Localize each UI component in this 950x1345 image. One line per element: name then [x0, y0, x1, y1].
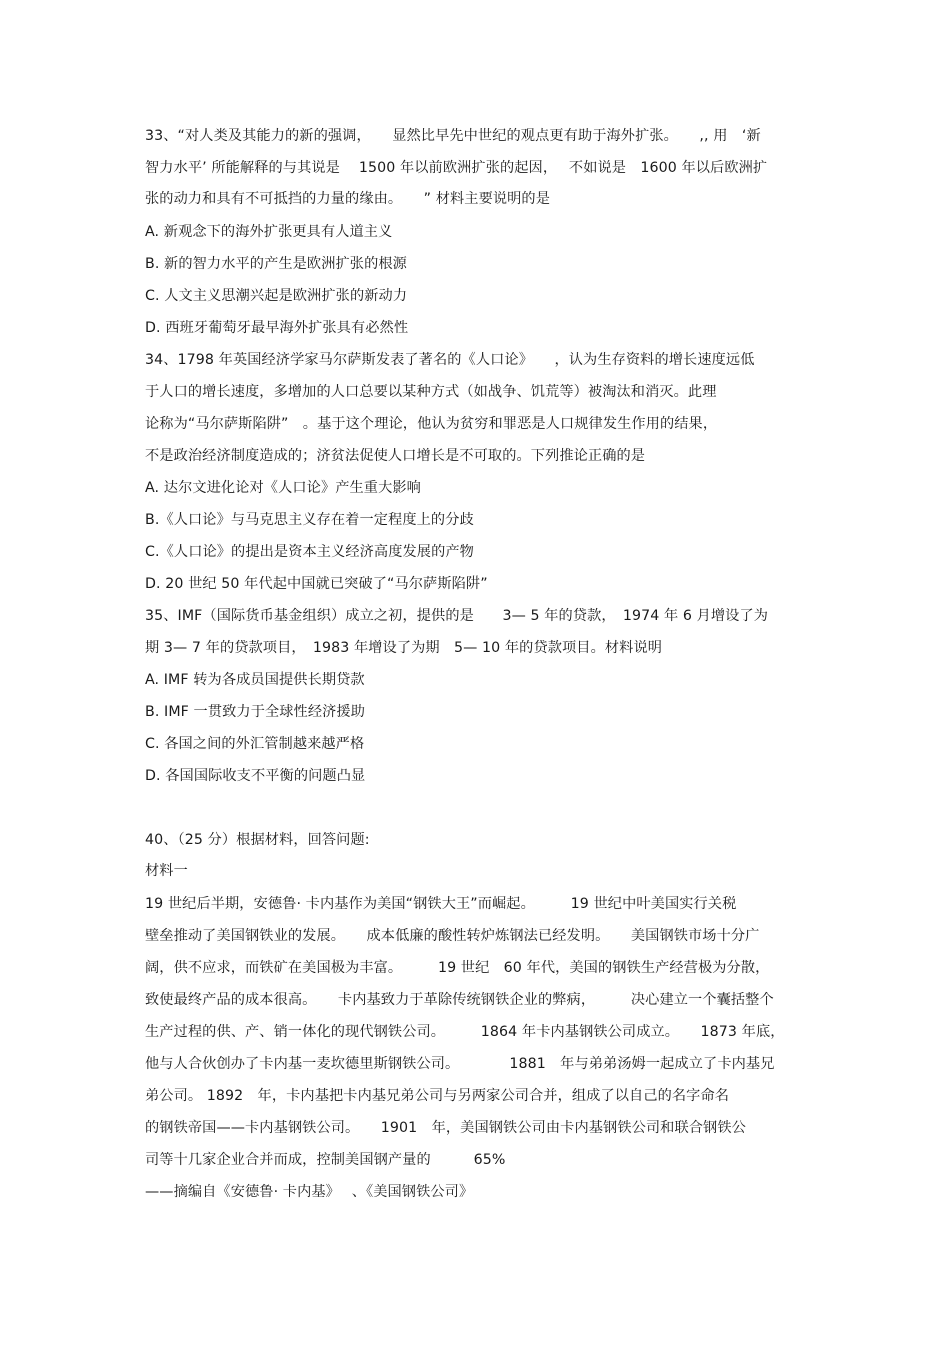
q35-option-c: C. 各国之间的外汇管制越来越严格 — [145, 736, 365, 752]
q34-option-b: B.《人口论》与马克思主义存在着一定程度上的分歧 — [145, 512, 474, 528]
q33-option-a: A. 新观念下的海外扩张更具有人道主义 — [145, 224, 393, 240]
q35-stem-line-2: 期 3— 7 年的贷款项目， 1983 年增设了为期 5— 10 年的贷款项目。材料说明 — [145, 640, 663, 656]
q40-paragraph-line-7: 弟公司。 1892 年，卡内基把卡内基兄弟公司与另两家公司合并，组成了以自己的名字命名 — [145, 1088, 730, 1104]
q35-stem-line-1: 35、IMF（国际货币基金组织）成立之初，提供的是 3— 5 年的贷款， 1974 年 6 月增设了为 — [145, 608, 769, 624]
q40-paragraph-line-4: 致使最终产品的成本很高。 卡内基致力于革除传统钢铁企业的弊病， 决心建立一个囊括整个 — [145, 992, 774, 1008]
q40-source: ——摘编自《安德鲁· 卡内基》 、《美国钢铁公司》 — [145, 1184, 474, 1200]
q34-option-c: C.《人口论》的提出是资本主义经济高度发展的产物 — [145, 544, 474, 560]
q40-paragraph-line-3: 阔，供不应求，而铁矿在美国极为丰富。 19 世纪 60 年代，美国的钢铁生产经营极为分散， — [145, 960, 770, 976]
q33-stem-line-2: 智力水平’ 所能解释的与其说是 1500 年以前欧洲扩张的起因， 不如说是 1600 年以后欧洲扩 — [145, 160, 768, 176]
q34-option-a: A. 达尔文进化论对《人口论》产生重大影响 — [145, 480, 421, 496]
q35-option-b: B. IMF 一贯致力于全球性经济援助 — [145, 704, 365, 720]
q40-paragraph-line-8: 的钢铁帝国——卡内基钢铁公司。 1901 年，美国钢铁公司由卡内基钢铁公司和联合钢铁公 — [145, 1120, 746, 1136]
q33-stem-line-1: 33、“对人类及其能力的新的强调， 显然比早先中世纪的观点更有助于海外扩张。 ,, 用 ‘新 — [145, 128, 761, 144]
q33-option-d: D. 西班牙葡萄牙最早海外扩张具有必然性 — [145, 320, 409, 336]
q40-header: 40、（25 分）根据材料，回答问题: — [145, 832, 370, 848]
q34-option-d: D. 20 世纪 50 年代起中国就已突破了“马尔萨斯陷阱” — [145, 576, 488, 592]
q40-paragraph-line-5: 生产过程的供、产、销一体化的现代钢铁公司。 1864 年卡内基钢铁公司成立。 1873 年底， — [145, 1024, 785, 1040]
q33-option-c: C. 人文主义思潮兴起是欧洲扩张的新动力 — [145, 288, 408, 304]
q33-option-b: B. 新的智力水平的产生是欧洲扩张的根源 — [145, 256, 407, 272]
q35-option-d: D. 各国国际收支不平衡的问题凸显 — [145, 768, 366, 784]
q40-paragraph-line-2: 壁垒推动了美国钢铁业的发展。 成本低廉的酸性转炉炼钢法已经发明。 美国钢铁市场十分广 — [145, 928, 760, 944]
q40-paragraph-line-6: 他与人合伙创办了卡内基一麦坎德里斯钢铁公司。 1881 年与弟弟汤姆一起成立了卡内基兄 — [145, 1056, 775, 1072]
q40-material-label: 材料一 — [145, 863, 188, 879]
q34-stem-line-2: 于人口的增长速度，多增加的人口总要以某种方式（如战争、饥荒等）被淘汰和消灭。此理 — [145, 384, 717, 400]
q33-stem-line-3: 张的动力和具有不可抵挡的力量的缘由。 ” 材料主要说明的是 — [145, 191, 551, 207]
q34-stem-line-4: 不是政治经济制度造成的；济贫法促使人口增长是不可取的。下列推论正确的是 — [145, 448, 646, 464]
q34-stem-line-1: 34、1798 年英国经济学家马尔萨斯发表了著名的《人口论》 ，认为生存资料的增长速度远低 — [145, 352, 755, 368]
q35-option-a: A. IMF 转为各成员国提供长期贷款 — [145, 672, 365, 688]
q34-stem-line-3: 论称为“马尔萨斯陷阱” 。基于这个理论，他认为贫穷和罪恶是人口规律发生作用的结果， — [145, 416, 718, 432]
q40-paragraph-line-1: 19 世纪后半期，安德鲁· 卡内基作为美国“钢铁大王”而崛起。 19 世纪中叶美国实行关税 — [145, 896, 737, 912]
q40-paragraph-line-9: 司等十几家企业合并而成，控制美国钢产量的 65% — [145, 1152, 506, 1168]
